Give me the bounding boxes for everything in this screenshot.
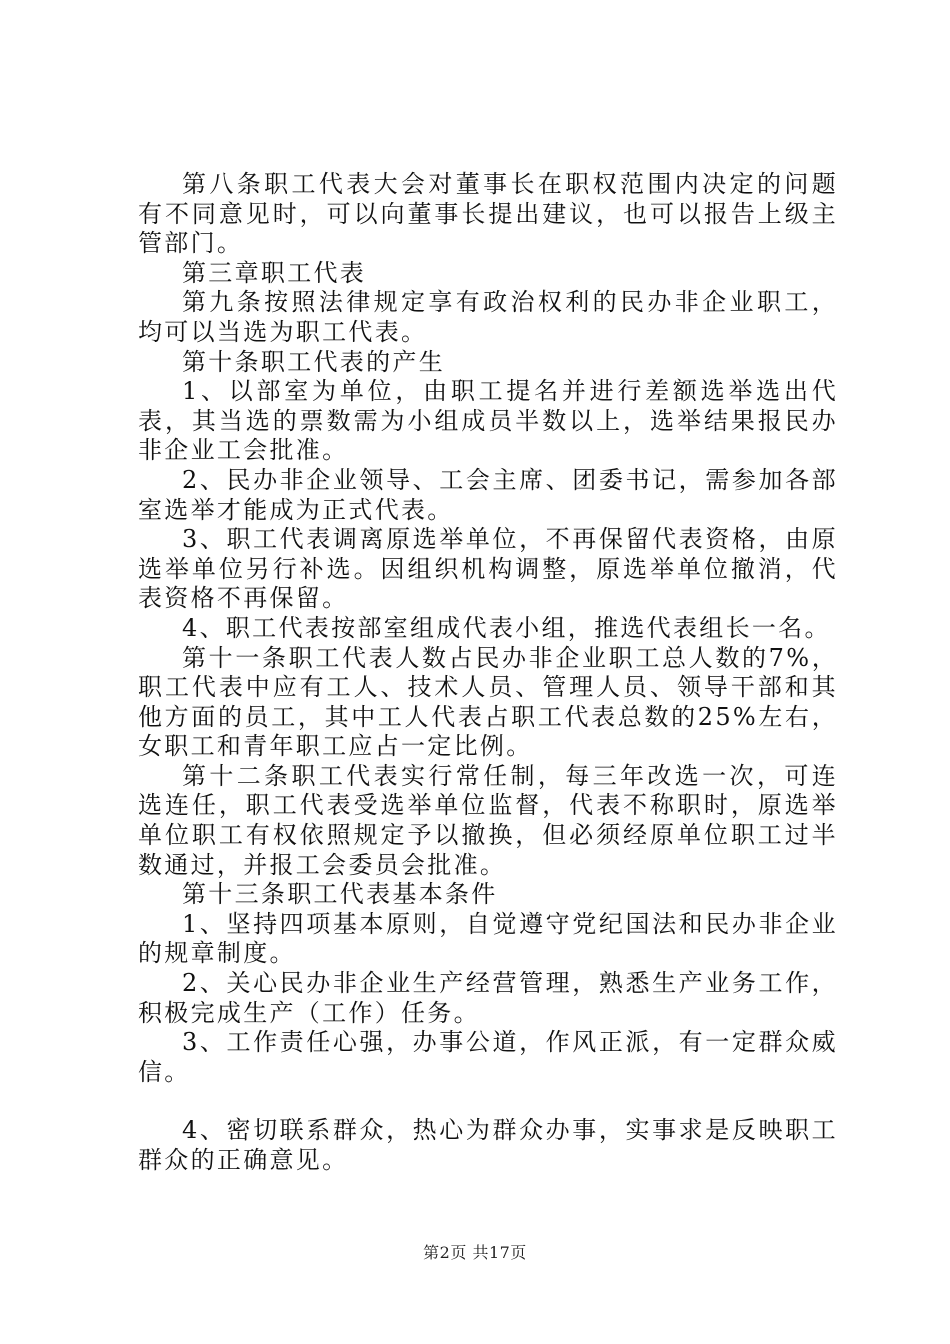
- paragraph-article-13-item-3: 3、工作责任心强，办事公道，作风正派，有一定群众威信。: [138, 1028, 838, 1086]
- paragraph-article-13-item-4: 4、密切联系群众，热心为群众办事，实事求是反映职工群众的正确意见。: [138, 1116, 838, 1174]
- paragraph-article-10-item-4: 4、职工代表按部室组成代表小组，推选代表组长一名。: [182, 613, 831, 642]
- paragraph-article-12: 第十二条职工代表实行常任制，每三年改选一次，可连选连任，职工代表受选举单位监督，代表不称职时，原选举单位职工有权依照规定予以撤换，但必须经原单位职工过半数通过，并报工会委员会批准。: [138, 761, 838, 879]
- paragraph-article-10-item-3: 3、职工代表调离原选举单位，不再保留代表资格，由原选举单位另行补选。因组织机构调整，原选举单位撤消，代表资格不再保留。: [138, 525, 838, 613]
- paragraph-article-11: 第十一条职工代表人数占民办非企业职工总人数的7%，职工代表中应有工人、技术人员、管理人员、领导干部和其他方面的员工，其中工人代表占职工代表总数的25%左右，女职工和青年职工应占一定比例。: [138, 643, 838, 761]
- document-body: [138, 170, 838, 1176]
- page-footer: [0, 1240, 950, 1263]
- paragraph-article-13-item-1: 1、坚持四项基本原则，自觉遵守党纪国法和民办非企业的规章制度。: [138, 909, 838, 968]
- paragraph-article-10: 第十条职工代表的产生: [182, 347, 445, 376]
- paragraph-article-13-item-2: 2、关心民办非企业生产经营管理，熟悉生产业务工作，积极完成生产（工作）任务。: [138, 969, 838, 1027]
- paragraph-article-10-item-2: 2、民办非企业领导、工会主席、团委书记，需参加各部室选举才能成为正式代表。: [138, 465, 838, 524]
- paragraph-article-9: 第九条按照法律规定享有政治权利的民办非企业职工，均可以当选为职工代表。: [138, 288, 838, 346]
- paragraph-article-8: 第八条职工代表大会对董事长在职权范围内决定的问题有不同意见时，可以向董事长提出建议，也可以报告上级主管部门。: [138, 170, 838, 258]
- paragraph-article-13: 第十三条职工代表基本条件: [182, 880, 498, 909]
- chapter-heading-3: 第三章职工代表: [182, 258, 367, 287]
- page-number: 第2页 共17页: [423, 1243, 527, 1262]
- paragraph-article-10-item-1: 1、以部室为单位，由职工提名并进行差额选举选出代表，其当选的票数需为小组成员半数以上，选举结果报民办非企业工会批准。: [138, 377, 838, 465]
